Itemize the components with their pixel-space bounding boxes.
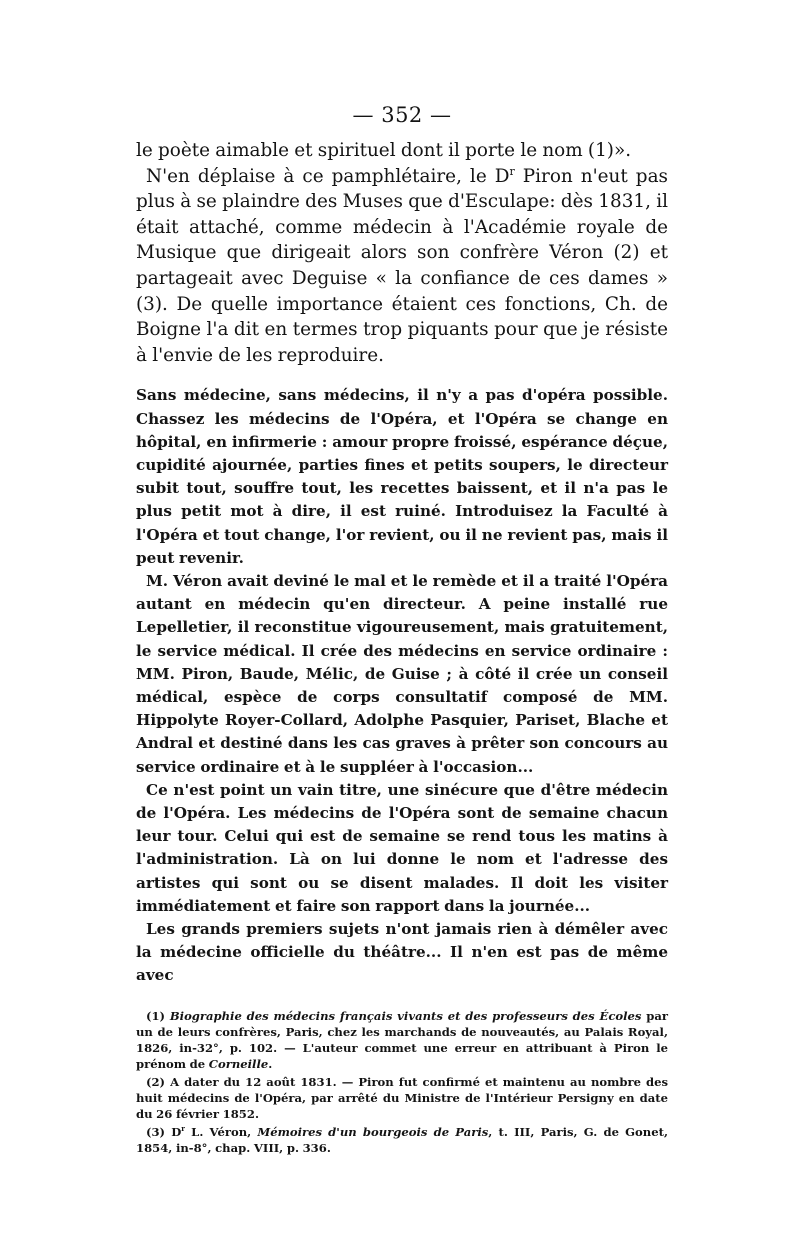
- footnote-3-sup: r: [181, 1123, 185, 1133]
- footnote-1-text: par un de leurs confrères, Paris, chez les marchands de nouveautés, au Palais Royal, 1826, in-32°, p. 102. — L'auteur commet une erreur en attribuant à Piron le prénom de: [136, 1008, 668, 1071]
- paragraph-2-start: N'en déplaise à ce pamphlétaire, le D: [146, 165, 510, 187]
- footnote-1-name: Corneille: [208, 1056, 269, 1071]
- footnote-3-author: L. Véron,: [184, 1124, 258, 1139]
- footnote-3-title: Mémoires d'un bourgeois de Paris: [257, 1124, 489, 1139]
- paragraph-1: le poète aimable et spirituel dont il porte le nom (1)».: [136, 140, 632, 161]
- footnote-1-number: (1): [146, 1008, 170, 1023]
- quotation-block: [136, 384, 668, 987]
- footnotes: [136, 1008, 668, 1156]
- doctor-abbrev-sup: r: [509, 164, 515, 178]
- footnote-3: [136, 1124, 668, 1156]
- book-page: [136, 100, 668, 1158]
- main-text: [136, 138, 668, 368]
- footnote-2: (2) A dater du 12 août 1831. — Piron fut confirmé et maintenu au nombre des huit médecins de l'Opéra, par arrêté du Ministre de l'Intérieur Persigny en date du 26 février 1852.: [136, 1074, 668, 1121]
- footnote-1-end: .: [268, 1056, 273, 1071]
- quote-paragraph-1: Sans médecine, sans médecins, il n'y a pas d'opéra possible. Chassez les médecins de l'Opéra, et l'Opéra se change en hôpital, en infirmerie : amour propre froissé, espérance déçue, cupidité ajournée, parties fines et petits soupers, le directeur subit tout, souffre tout, les recettes baissent, et il n'a pas le plus petit mot à dire, il est ruiné. Introduisez la Faculté à l'Opéra et tout change, l'or revient, ou il ne revient pas, mais il peut revenir.: [136, 386, 668, 567]
- quote-paragraph-3: Ce n'est point un vain titre, une sinécure que d'être médecin de l'Opéra. Les médecins de l'Opéra sont de semaine chacun leur tour. Celui qui est de semaine se rend tous les matins à l'administration. Là on lui donne le nom et l'adresse des artistes qui sont ou se disent malades. Il doit les visiter immédiatement et faire son rapport dans la journée...: [136, 780, 668, 915]
- footnote-1: [136, 1008, 668, 1072]
- footnote-3-text: , t. III, Paris, G. de Gonet, 1854, in-8°, chap. VIII, p. 336.: [136, 1124, 668, 1155]
- paragraph-2: [136, 164, 668, 369]
- footnote-1-title: Biographie des médecins français vivants et des professeurs des Écoles: [169, 1008, 642, 1023]
- quote-paragraph-4: Les grands premiers sujets n'ont jamais rien à démêler avec la médecine officielle du théâtre... Il n'en est pas de même avec: [136, 920, 668, 985]
- footnote-3-start: (3) D: [146, 1124, 182, 1139]
- quote-paragraph-2: M. Véron avait deviné le mal et le remède et il a traité l'Opéra autant en médecin qu'en directeur. A peine installé rue Lepelletier, il reconstitue vigoureusement, mais gratuitement, le service médical. Il crée des médecins en service ordinaire : MM. Piron, Baude, Mélic, de Guise ; à côté il crée un conseil médical, espèce de corps consultatif composé de MM. Hippolyte Royer-Collard, Adolphe Pasquier, Pariset, Blache et Andral et destiné dans les cas graves à prêter son concours au service ordinaire et à le suppléer à l'occasion...: [136, 571, 668, 776]
- paragraph-2-rest: Piron n'eut pas plus à se plaindre des Muses que d'Esculape: dès 1831, il était attaché, comme médecin à l'Académie royale de Musique que dirigeait alors son confrère Véron (2) et partageait avec Deguise « la confiance de ces dames » (3). De quelle importance étaient ces fonctions, Ch. de Boigne l'a dit en termes trop piquants pour que je résiste à l'envie de les reproduire.: [136, 165, 668, 366]
- page-number: — 352 —: [352, 103, 452, 127]
